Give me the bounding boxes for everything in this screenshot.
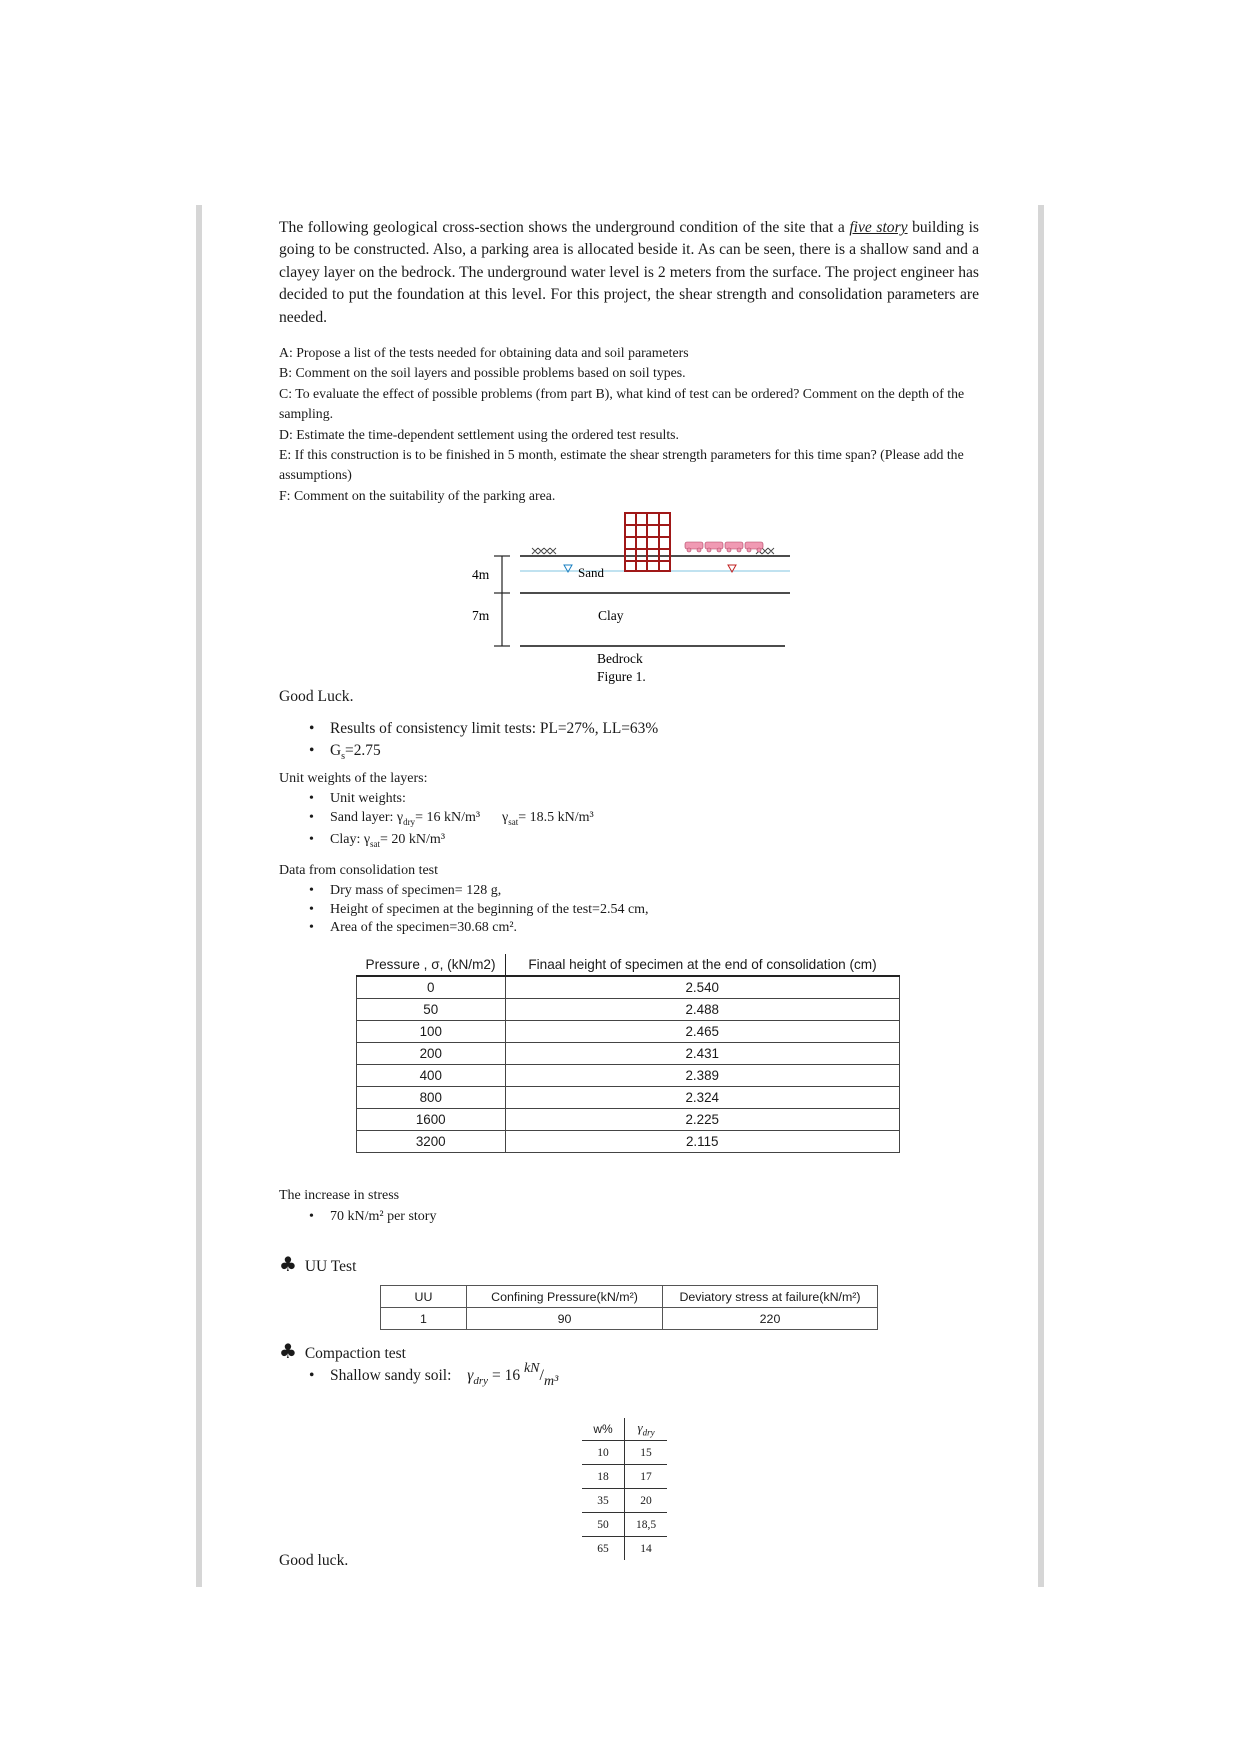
uu-heading: UU Test (304, 1258, 357, 1275)
pressure-cell: 3200 (357, 1131, 506, 1153)
uu-v1: 1 (381, 1308, 467, 1330)
dim-4m: 4m (472, 567, 490, 582)
table-row (357, 1131, 900, 1153)
w-cell: 65 (582, 1537, 625, 1561)
clay-layer-item: • Clay: $\gamma_{sat}= 20$ kN/m³ (279, 831, 594, 853)
height-cell: 2.324 (505, 1087, 900, 1109)
gamma-cell: 15 (625, 1441, 668, 1465)
uu-v3: 220 (663, 1308, 878, 1330)
uu-table (380, 1285, 878, 1330)
table-row (582, 1489, 667, 1513)
pressure-cell: 50 (357, 999, 506, 1021)
w-cell: 18 (582, 1465, 625, 1489)
height-cell: 2.465 (505, 1021, 900, 1043)
unit-weights-list (279, 790, 594, 853)
table-row (582, 1513, 667, 1537)
header-height: Finaal height of specimen at the end of consolidation (cm) (505, 954, 900, 976)
page-edge-right (1038, 205, 1044, 1587)
table-row (357, 1109, 900, 1131)
consistency-item: • Results of consistency limit tests: PL=27%, LL=63% (279, 718, 658, 740)
club-bullet-icon: ♣ (279, 1252, 297, 1276)
table-row (357, 1065, 900, 1087)
parked-cars-icon (685, 542, 763, 552)
uu-col2: Confining Pressure(kN/m²) (467, 1286, 663, 1308)
intro-paragraph (279, 217, 979, 329)
figure-caption: Figure 1. (597, 669, 646, 684)
pressure-cell: 1600 (357, 1109, 506, 1131)
good-luck-bottom: Good luck. (279, 1552, 349, 1569)
area-item: • Area of the specimen=30.68 cm². (279, 919, 649, 938)
cross-section-figure (460, 508, 800, 693)
col-w: w% (582, 1418, 625, 1441)
pressure-cell: 400 (357, 1065, 506, 1087)
uu-col3: Deviatory stress at failure(kN/m²) (663, 1286, 878, 1308)
question-f: F: Comment on the suitability of the parking area. (279, 487, 556, 503)
table-row (582, 1537, 667, 1561)
question-d: D: Estimate the time-dependent settlement using the ordered test results. (279, 426, 680, 442)
consolidation-table (356, 954, 900, 1153)
dry-mass-item: • Dry mass of specimen= 128 g, (279, 882, 649, 901)
stress-heading: The increase in stress (279, 1188, 400, 1203)
height-item: • Height of specimen at the beginning of the test=2.54 cm, (279, 901, 649, 920)
stress-item: • 70 kN/m² per story (279, 1209, 436, 1225)
w-cell: 50 (582, 1513, 625, 1537)
uu-col1: UU (381, 1286, 467, 1308)
header-pressure: Pressure , σ, (kN/m2) (357, 954, 506, 976)
gamma-cell: 18,5 (625, 1513, 668, 1537)
pressure-cell: 100 (357, 1021, 506, 1043)
compaction-heading-row (279, 1339, 406, 1363)
bedrock-label: Bedrock (597, 651, 643, 666)
dim-7m: 7m (472, 608, 490, 623)
uu-v2: 90 (467, 1308, 663, 1330)
questions-list (279, 343, 979, 506)
page-edge-left (196, 205, 202, 1587)
table-row (357, 999, 900, 1021)
consistency-list (279, 718, 658, 768)
table-row (582, 1441, 667, 1465)
intro-text-start: The following geological cross-section shows the underground condition of the site that a (279, 219, 850, 236)
question-a: A: Propose a list of the tests needed for obtaining data and soil parameters (279, 345, 689, 360)
question-c: C: To evaluate the effect of possible problems (from part B), what kind of test can be ordered? Comment on the depth of the sampling. (279, 385, 965, 422)
consolidation-heading: Data from consolidation test (279, 863, 439, 878)
sand-layer-item: • Sand layer: $\gamma_{dry}= 16$ kN/m³ $\gamma_{sat}= 18.5$ kN/m³ (279, 809, 594, 831)
table-row (357, 1087, 900, 1109)
compaction-item: • Shallow sandy soil: $\gamma_{dry} = 16$ kN/m³ (279, 1367, 558, 1387)
club-bullet-icon-2: ♣ (279, 1339, 297, 1363)
pressure-cell: 0 (357, 976, 506, 999)
table-row (582, 1465, 667, 1489)
gamma-cell: 20 (625, 1489, 668, 1513)
table-row (357, 1043, 900, 1065)
unit-weights-heading: Unit weights of the layers: (279, 771, 428, 786)
height-cell: 2.488 (505, 999, 900, 1021)
pressure-cell: 200 (357, 1043, 506, 1065)
gamma-cell: 14 (640, 1542, 652, 1555)
clay-label: Clay (598, 608, 624, 623)
col-gamma: $\gamma_{dry}$ (625, 1418, 668, 1441)
w-cell: 10 (582, 1441, 625, 1465)
question-e: E: If this construction is to be finished in 5 month, estimate the shear strength parameters for this time span? (Please add the assumptions) (279, 447, 964, 483)
stress-list (279, 1209, 436, 1225)
table-row (357, 976, 900, 999)
pressure-cell: 800 (357, 1087, 506, 1109)
height-cell: 2.431 (505, 1043, 900, 1065)
intro-text-end: building is going to be constructed. Also, a parking area is allocated beside it. As can be seen, there is a shallow sand and a clayey layer on the bedrock. The underground water level is 2 meters from the surface. The project engineer has decided to put the foundation at this level. For this project, the shear strength and consolidation parameters are needed. (279, 219, 979, 326)
sand-label: Sand (578, 565, 604, 580)
gs-item: • $G_s=2.75$ (279, 740, 658, 768)
good-luck-top: Good Luck. (279, 688, 354, 705)
compaction-heading: Compaction test (304, 1345, 406, 1362)
height-cell: 2.115 (505, 1131, 900, 1153)
compaction-table (582, 1418, 667, 1560)
compaction-list (279, 1361, 559, 1389)
consolidation-list (279, 882, 649, 938)
height-cell: 2.540 (505, 976, 900, 999)
unit-weights-item: • Unit weights: (279, 790, 594, 809)
question-b: B: Comment on the soil layers and possible problems based on soil types. (279, 365, 686, 381)
five-story-link[interactable]: five story (849, 219, 908, 236)
gamma-cell: 17 (625, 1465, 668, 1489)
w-cell: 35 (582, 1489, 625, 1513)
height-cell: 2.225 (505, 1109, 900, 1131)
building-icon (625, 513, 670, 571)
uu-heading-row (279, 1252, 356, 1276)
table-row (357, 1021, 900, 1043)
height-cell: 2.389 (505, 1065, 900, 1087)
